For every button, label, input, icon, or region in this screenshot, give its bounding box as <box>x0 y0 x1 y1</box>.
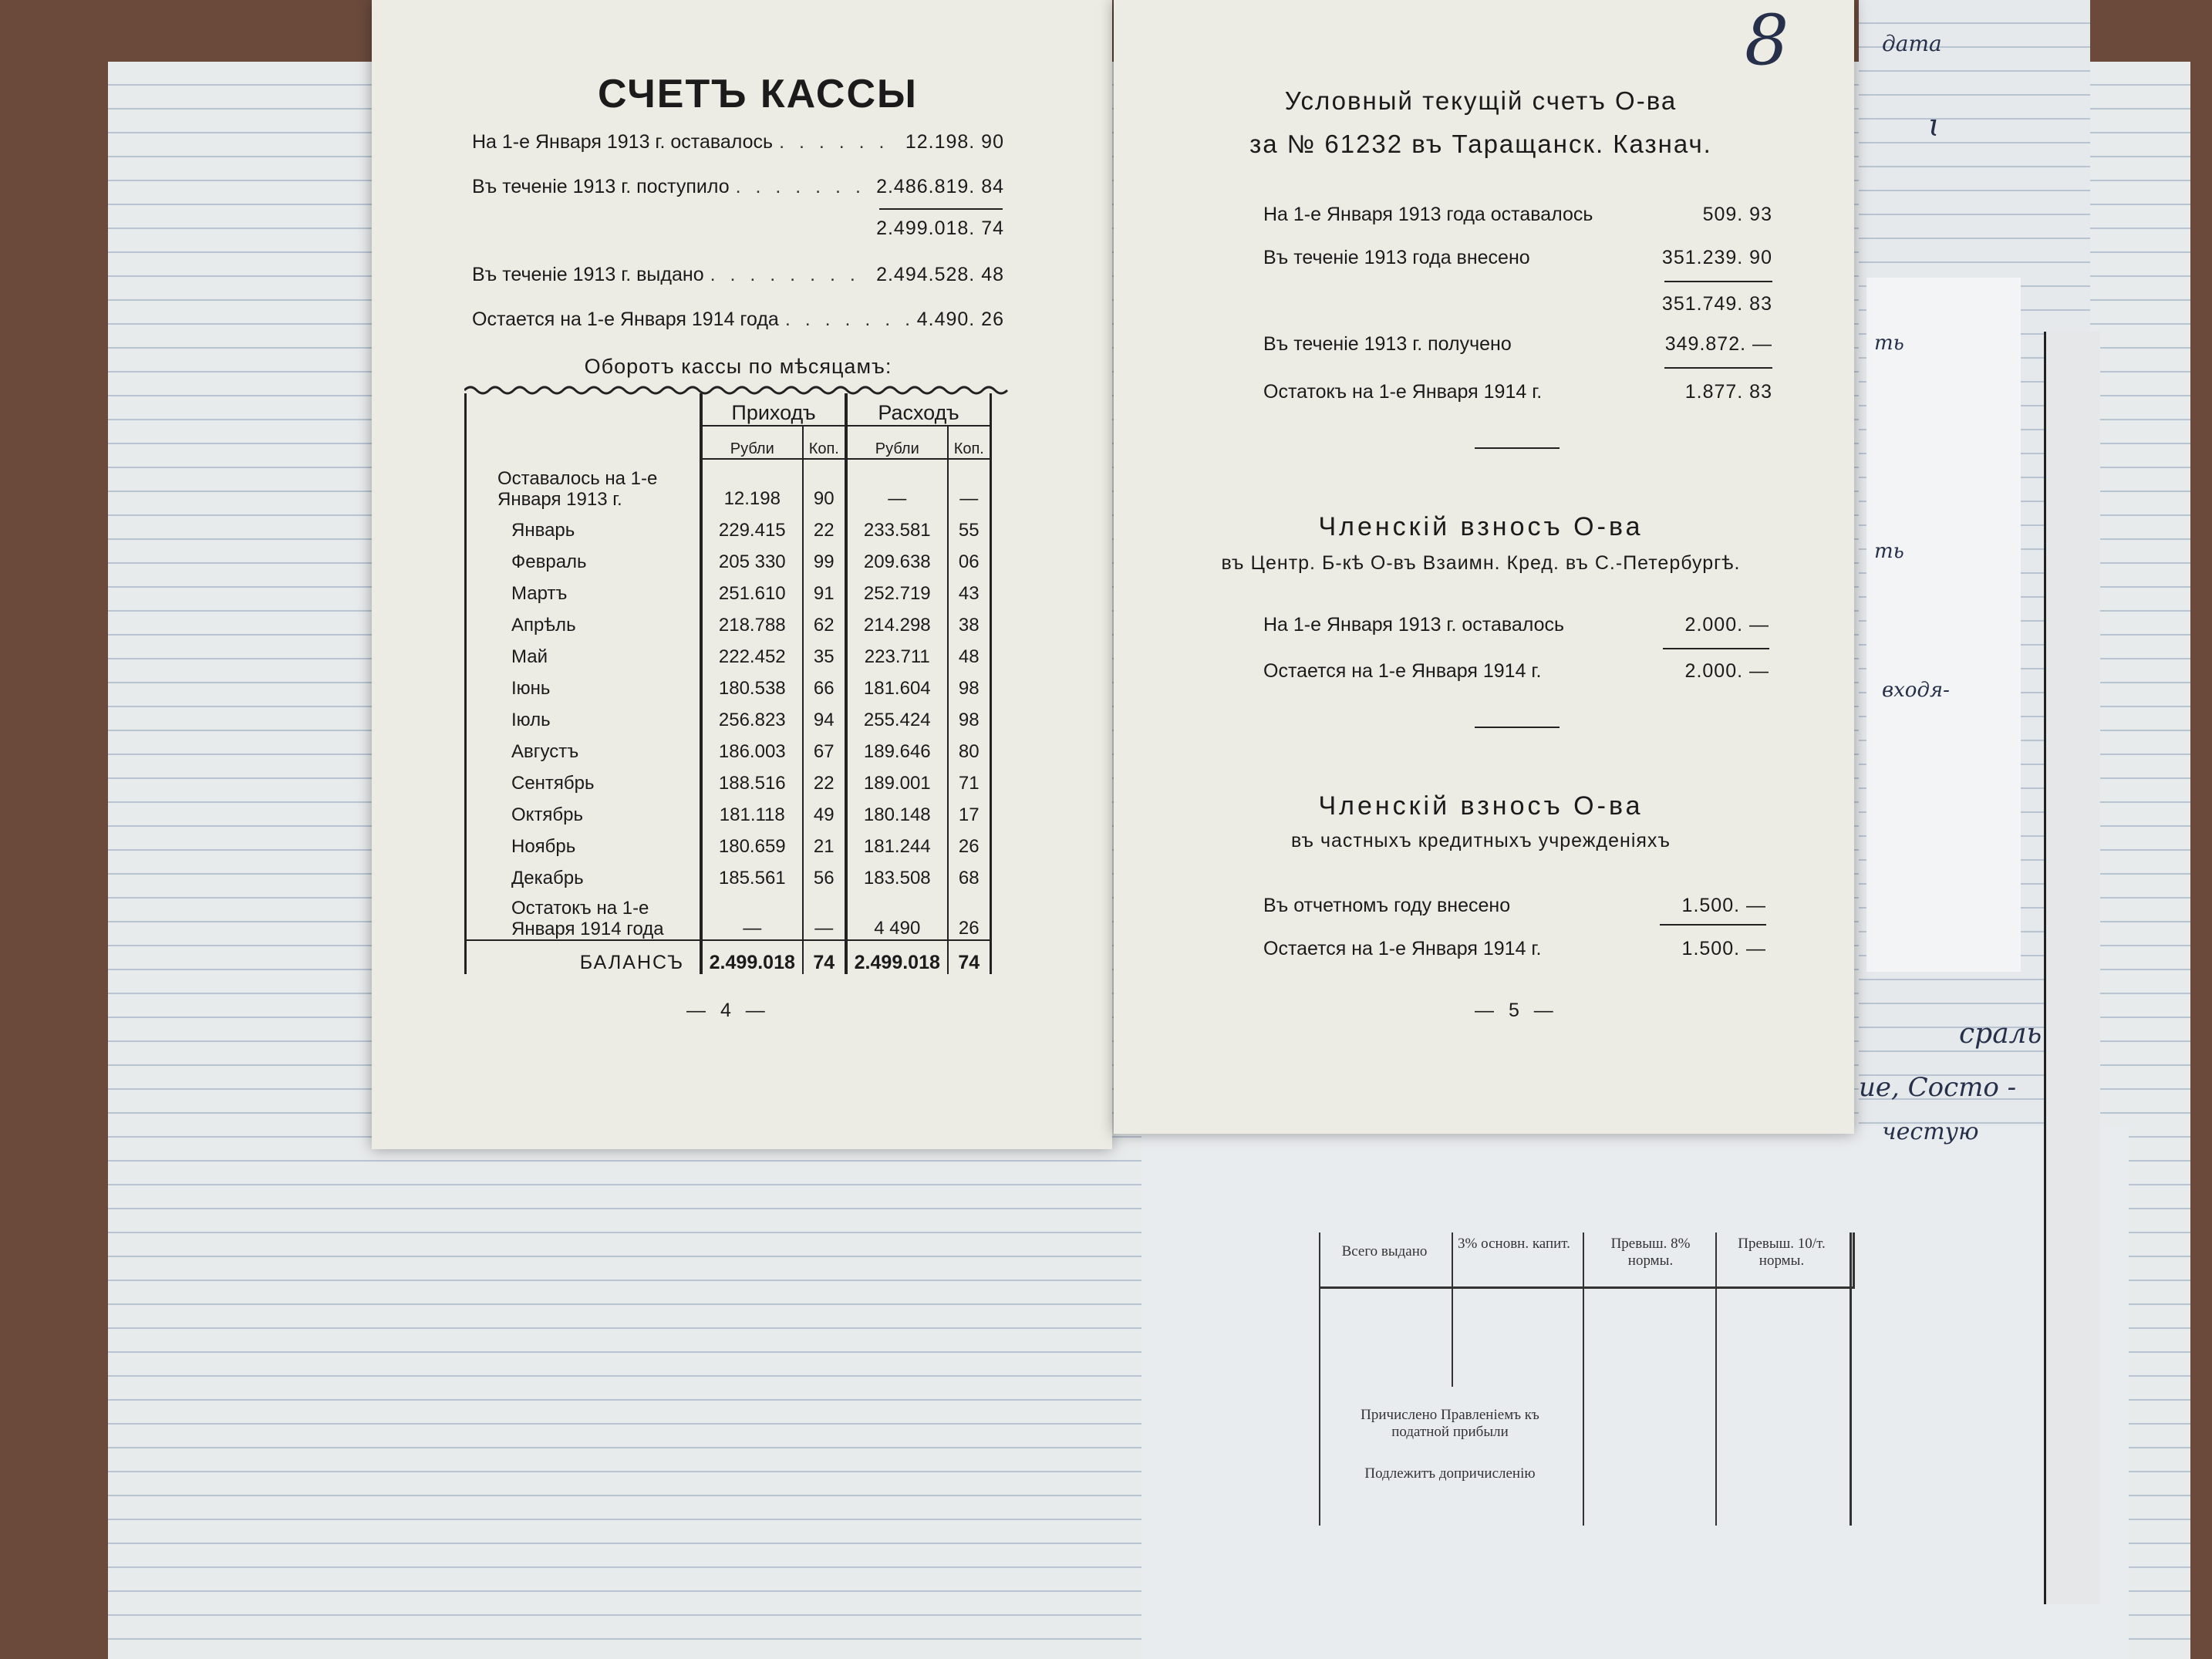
handwriting-fragment: ть <box>1874 332 1904 355</box>
form-column-header: Всего выдано <box>1341 1243 1428 1259</box>
account-row: Остается на 1-е Января 1914 г. 1.500. — <box>1263 938 1766 959</box>
page-number: — 5 — <box>1475 1000 1558 1021</box>
account-row: Въ отчетномъ году внесено 1.500. — <box>1263 895 1766 916</box>
section-title: Условный текущій счетъ О-ва <box>1284 86 1678 115</box>
table-row: Іюнь 180.538 66 181.604 98 <box>466 668 991 700</box>
account-row: Въ теченіе 1913 года внесено 351.239. 90 <box>1263 247 1772 268</box>
divider-line <box>1663 648 1769 649</box>
handwriting-fragment: входя- <box>1882 679 1950 702</box>
section-subtitle: въ частныхъ кредитныхъ учрежденіяхъ <box>1290 830 1671 851</box>
table-row: Февраль 205 330 99 209.638 06 <box>466 541 991 573</box>
handwriting-fragment: дата <box>1882 31 1942 56</box>
form-text: Подлежитъ допричисленію <box>1364 1465 1536 1482</box>
right-form-edge <box>2044 332 2100 1604</box>
divider-line <box>879 208 1003 210</box>
table-row: Ноябрь 180.659 21 181.244 26 <box>466 826 991 858</box>
form-column-header: Превыш. 10/т. нормы. <box>1738 1236 1826 1269</box>
table-caption: Оборотъ кассы по мѣсяцамъ: <box>584 355 892 378</box>
divider-line <box>1664 281 1772 282</box>
section-separator <box>1475 447 1560 449</box>
form-column-header: 3% основн. капит. <box>1458 1236 1570 1252</box>
summary-row: 2.499.018. 74 <box>876 217 1004 239</box>
section-title: Членскій взносъ О-ва <box>1318 512 1644 541</box>
table-row: Мартъ 251.610 91 252.719 43 <box>466 573 991 605</box>
account-row: На 1-е Января 1913 года оставалось 509. 93 <box>1263 204 1772 225</box>
kop-header: Коп. <box>803 426 846 459</box>
account-row: 351.749. 83 <box>1661 293 1772 315</box>
handwriting-fragment: сраль <box>1959 1018 2042 1050</box>
summary-row: Остается на 1-е Января 1914 года . . . 4.490. 26 <box>472 309 1004 331</box>
table-row: Декабрь 185.561 56 183.508 68 <box>466 858 991 889</box>
handwriting-fragment: ие, Состо - <box>1859 1072 2017 1103</box>
summary-row: Въ теченіе 1913 г. выдано . . . 2.494.528. 48 <box>472 264 1004 286</box>
summary-row: Въ теченіе 1913 г. поступило . . . 2.486.819. 84 <box>472 176 1004 198</box>
section-title: Членскій взносъ О-ва <box>1318 791 1644 821</box>
table-row: Январь 229.415 22 233.581 55 <box>466 510 991 541</box>
section-title: за № 61232 въ Таращанск. Казнач. <box>1249 130 1712 158</box>
rub-header: Рубли <box>701 426 803 459</box>
lower-form-sheet <box>1141 1126 2129 1659</box>
table-row: Октябрь 181.118 49 180.148 17 <box>466 794 991 826</box>
account-row: Остается на 1-е Января 1914 г. 2.000. — <box>1263 660 1769 682</box>
income-header: Приходъ <box>701 393 846 426</box>
table-row: Май 222.452 35 223.711 48 <box>466 636 991 668</box>
account-row: Остатокъ на 1-е Января 1914 г. 1.877. 83 <box>1263 381 1772 403</box>
section-separator <box>1475 727 1560 728</box>
handwriting-fragment: честую <box>1882 1118 1979 1145</box>
rub-header: Рубли <box>846 426 948 459</box>
table-row: Августъ 186.003 67 189.646 80 <box>466 731 991 763</box>
kop-header: Коп. <box>948 426 991 459</box>
form-column-header: Превыш. 8% нормы. <box>1610 1236 1691 1269</box>
table-row: Сентябрь 188.516 22 189.001 71 <box>466 763 991 794</box>
monthly-cash-table <box>464 393 992 974</box>
handwriting-fragment: ɩ <box>1928 108 1941 143</box>
divider-line <box>1664 367 1772 369</box>
account-row: На 1-е Января 1913 г. оставалось 2.000. — <box>1263 614 1769 636</box>
page-title: СЧЕТЪ КАССЫ <box>598 72 918 116</box>
balance-row: БАЛАНСЪ 2.499.018 74 2.499.018 74 <box>466 940 991 974</box>
summary-row: На 1-е Января 1913 г. оставалось . . . 12.198. 90 <box>472 131 1004 153</box>
table-row: Оставалось на 1-е Января 1913 г. 12.198 90 — — <box>466 459 991 510</box>
table-row: Апрѣль 218.788 62 214.298 38 <box>466 605 991 636</box>
right-white-strip <box>1866 278 2021 972</box>
expense-header: Расходъ <box>846 393 991 426</box>
section-subtitle: въ Центр. Б-кѣ О-въ Взаимн. Кред. въ С.-Петербургѣ. <box>1221 552 1741 574</box>
divider-line <box>1660 924 1766 926</box>
account-row: Въ теченіе 1913 г. получено 349.872. — <box>1263 333 1772 355</box>
table-row: Іюль 256.823 94 255.424 98 <box>466 700 991 731</box>
handwriting-fragment: ть <box>1874 540 1904 563</box>
form-text: Причислено Правленіемъ къ податной прибыли <box>1361 1407 1539 1440</box>
handwritten-page-number: 8 <box>1745 0 1789 81</box>
page-number: — 4 — <box>686 1000 770 1021</box>
table-row: Остатокъ на 1-е Января 1914 года — — 4 490 26 <box>466 889 991 940</box>
